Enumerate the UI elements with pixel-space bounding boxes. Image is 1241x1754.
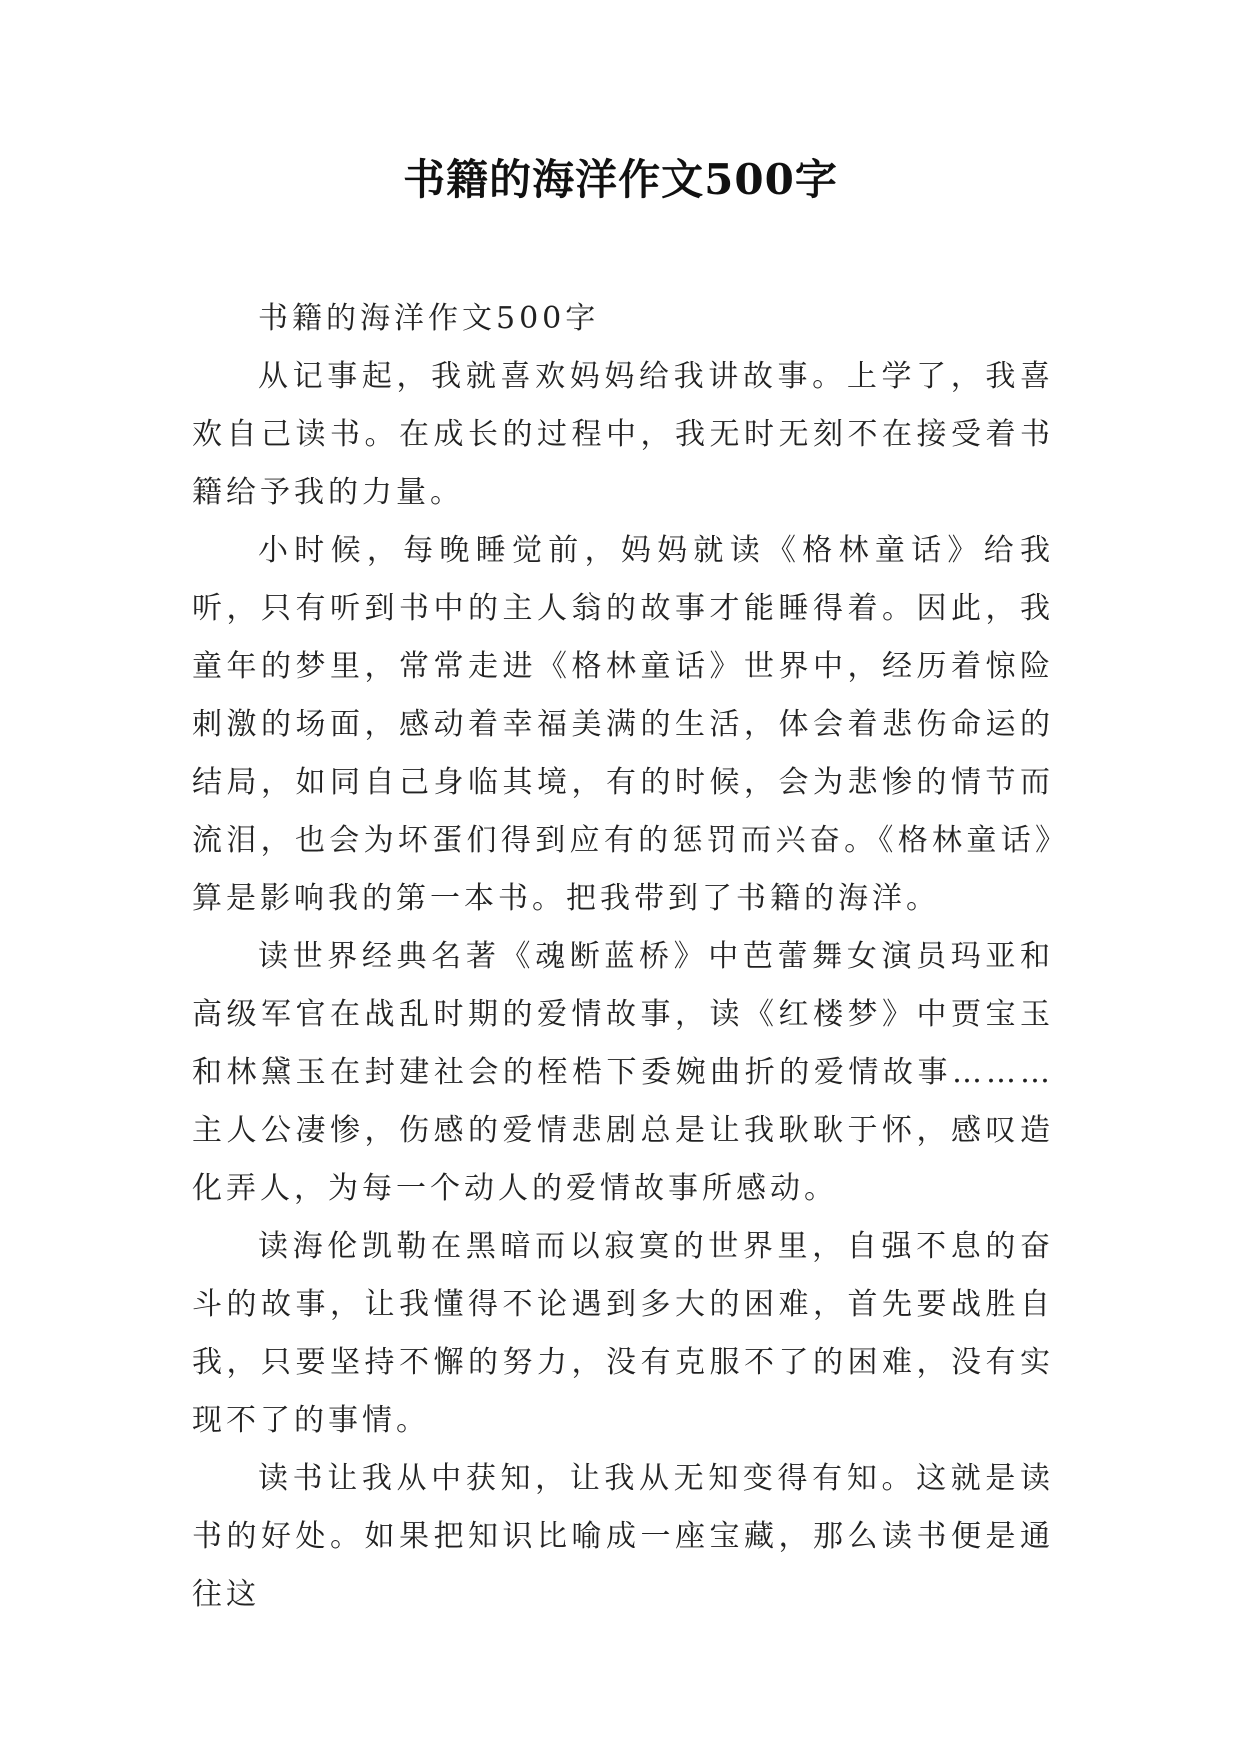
- essay-paragraph-3: 读世界经典名著《魂断蓝桥》中芭蕾舞女演员玛亚和高级军官在战乱时期的爱情故事，读《红楼梦》中贾宝玉和林黛玉在封建社会的桎梏下委婉曲折的爱情故事………主人公凄惨，伤感的爱情悲剧总是让我耿耿于怀，感叹造化弄人，为每一个动人的爱情故事所感动。: [192, 939, 1054, 1206]
- document-body: [192, 290, 1054, 1624]
- document-title: 书籍的海洋作文500字: [403, 155, 838, 204]
- essay-paragraph-1: 从记事起，我就喜欢妈妈给我讲故事。上学了，我喜欢自己读书。在成长的过程中，我无时无刻不在接受着书籍给予我的力量。: [192, 359, 1054, 510]
- essay-subtitle-paragraph: 书籍的海洋作文500字: [258, 301, 600, 336]
- essay-paragraph-4: 读海伦凯勒在黑暗而以寂寞的世界里，自强不息的奋斗的故事，让我懂得不论遇到多大的困难，首先要战胜自我，只要坚持不懈的努力，没有克服不了的困难，没有实现不了的事情。: [192, 1229, 1054, 1438]
- essay-paragraph-5: 读书让我从中获知，让我从无知变得有知。这就是读书的好处。如果把知识比喻成一座宝藏，那么读书便是通往这: [192, 1461, 1054, 1612]
- essay-paragraph-2: 小时候，每晚睡觉前，妈妈就读《格林童话》给我听，只有听到书中的主人翁的故事才能睡得着。因此，我童年的梦里，常常走进《格林童话》世界中，经历着惊险刺激的场面，感动着幸福美满的生活，体会着悲伤命运的结局，如同自己身临其境，有的时候，会为悲惨的情节而流泪，也会为坏蛋们得到应有的惩罚而兴奋。《格林童话》算是影响我的第一本书。把我带到了书籍的海洋。: [192, 533, 1054, 916]
